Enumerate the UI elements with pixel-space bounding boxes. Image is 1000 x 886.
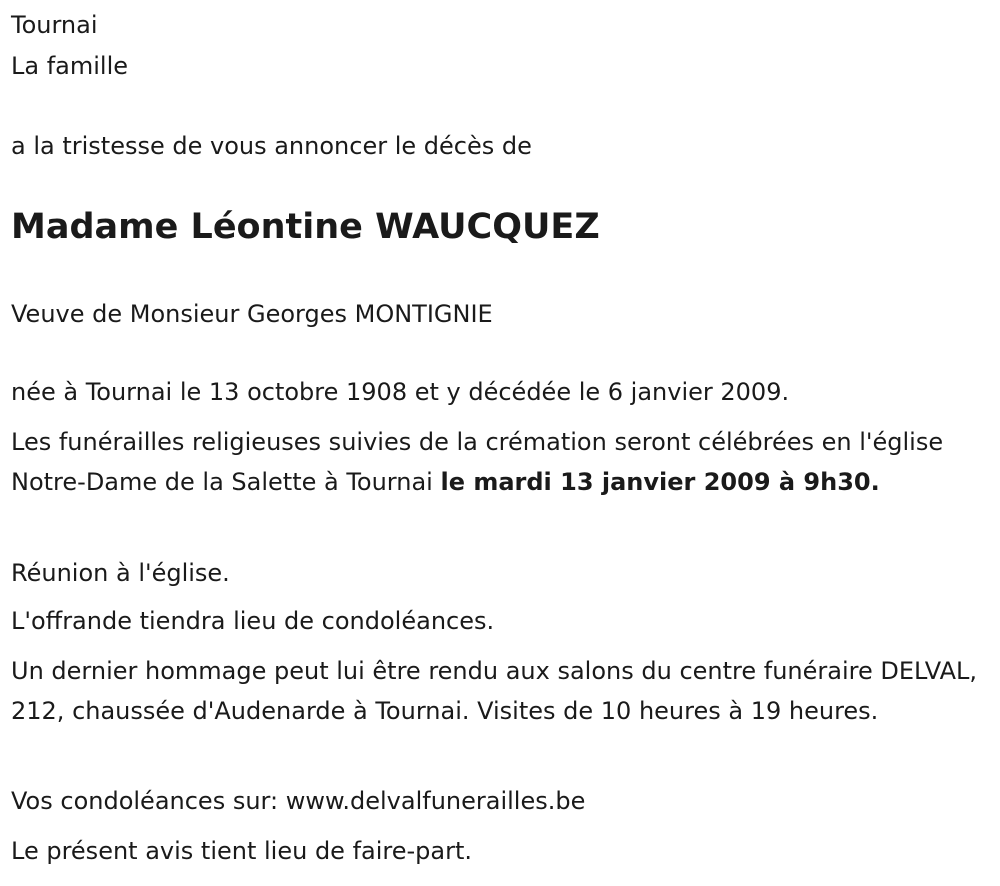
notice-line: Le présent avis tient lieu de faire-part.: [11, 837, 473, 865]
offering-line: L'offrande tiendra lieu de condoléances.: [11, 607, 495, 635]
deceased-name: Madame Léontine WAUCQUEZ: [11, 207, 600, 247]
condolences-line: Vos condoléances sur: www.delvalfunerailles.be: [11, 787, 586, 815]
tribute-paragraph: Un dernier hommage peut lui être rendu aux salons du centre funéraire DELVAL, 212, chaussée d'Audenarde à Tournai. Visites de 10 heures à 19 heures.: [11, 657, 978, 725]
family-line: La famille: [11, 52, 129, 80]
meeting-line: Réunion à l'église.: [11, 559, 230, 587]
city-line: Tournai: [11, 11, 98, 39]
funeral-paragraph: [11, 422, 981, 502]
funeral-date-time: le mardi 13 janvier 2009 à 9h30.: [440, 468, 880, 496]
spouse-line: Veuve de Monsieur Georges MONTIGNIE: [11, 300, 493, 328]
funeral-text: Les funérailles religieuses suivies de la crémation seront célébrées en l'église Notre-Dame de la Salette à Tournai: [11, 428, 944, 496]
birth-death-line: née à Tournai le 13 octobre 1908 et y décédée le 6 janvier 2009.: [11, 378, 790, 406]
intro-line: a la tristesse de vous annoncer le décès de: [11, 132, 532, 160]
